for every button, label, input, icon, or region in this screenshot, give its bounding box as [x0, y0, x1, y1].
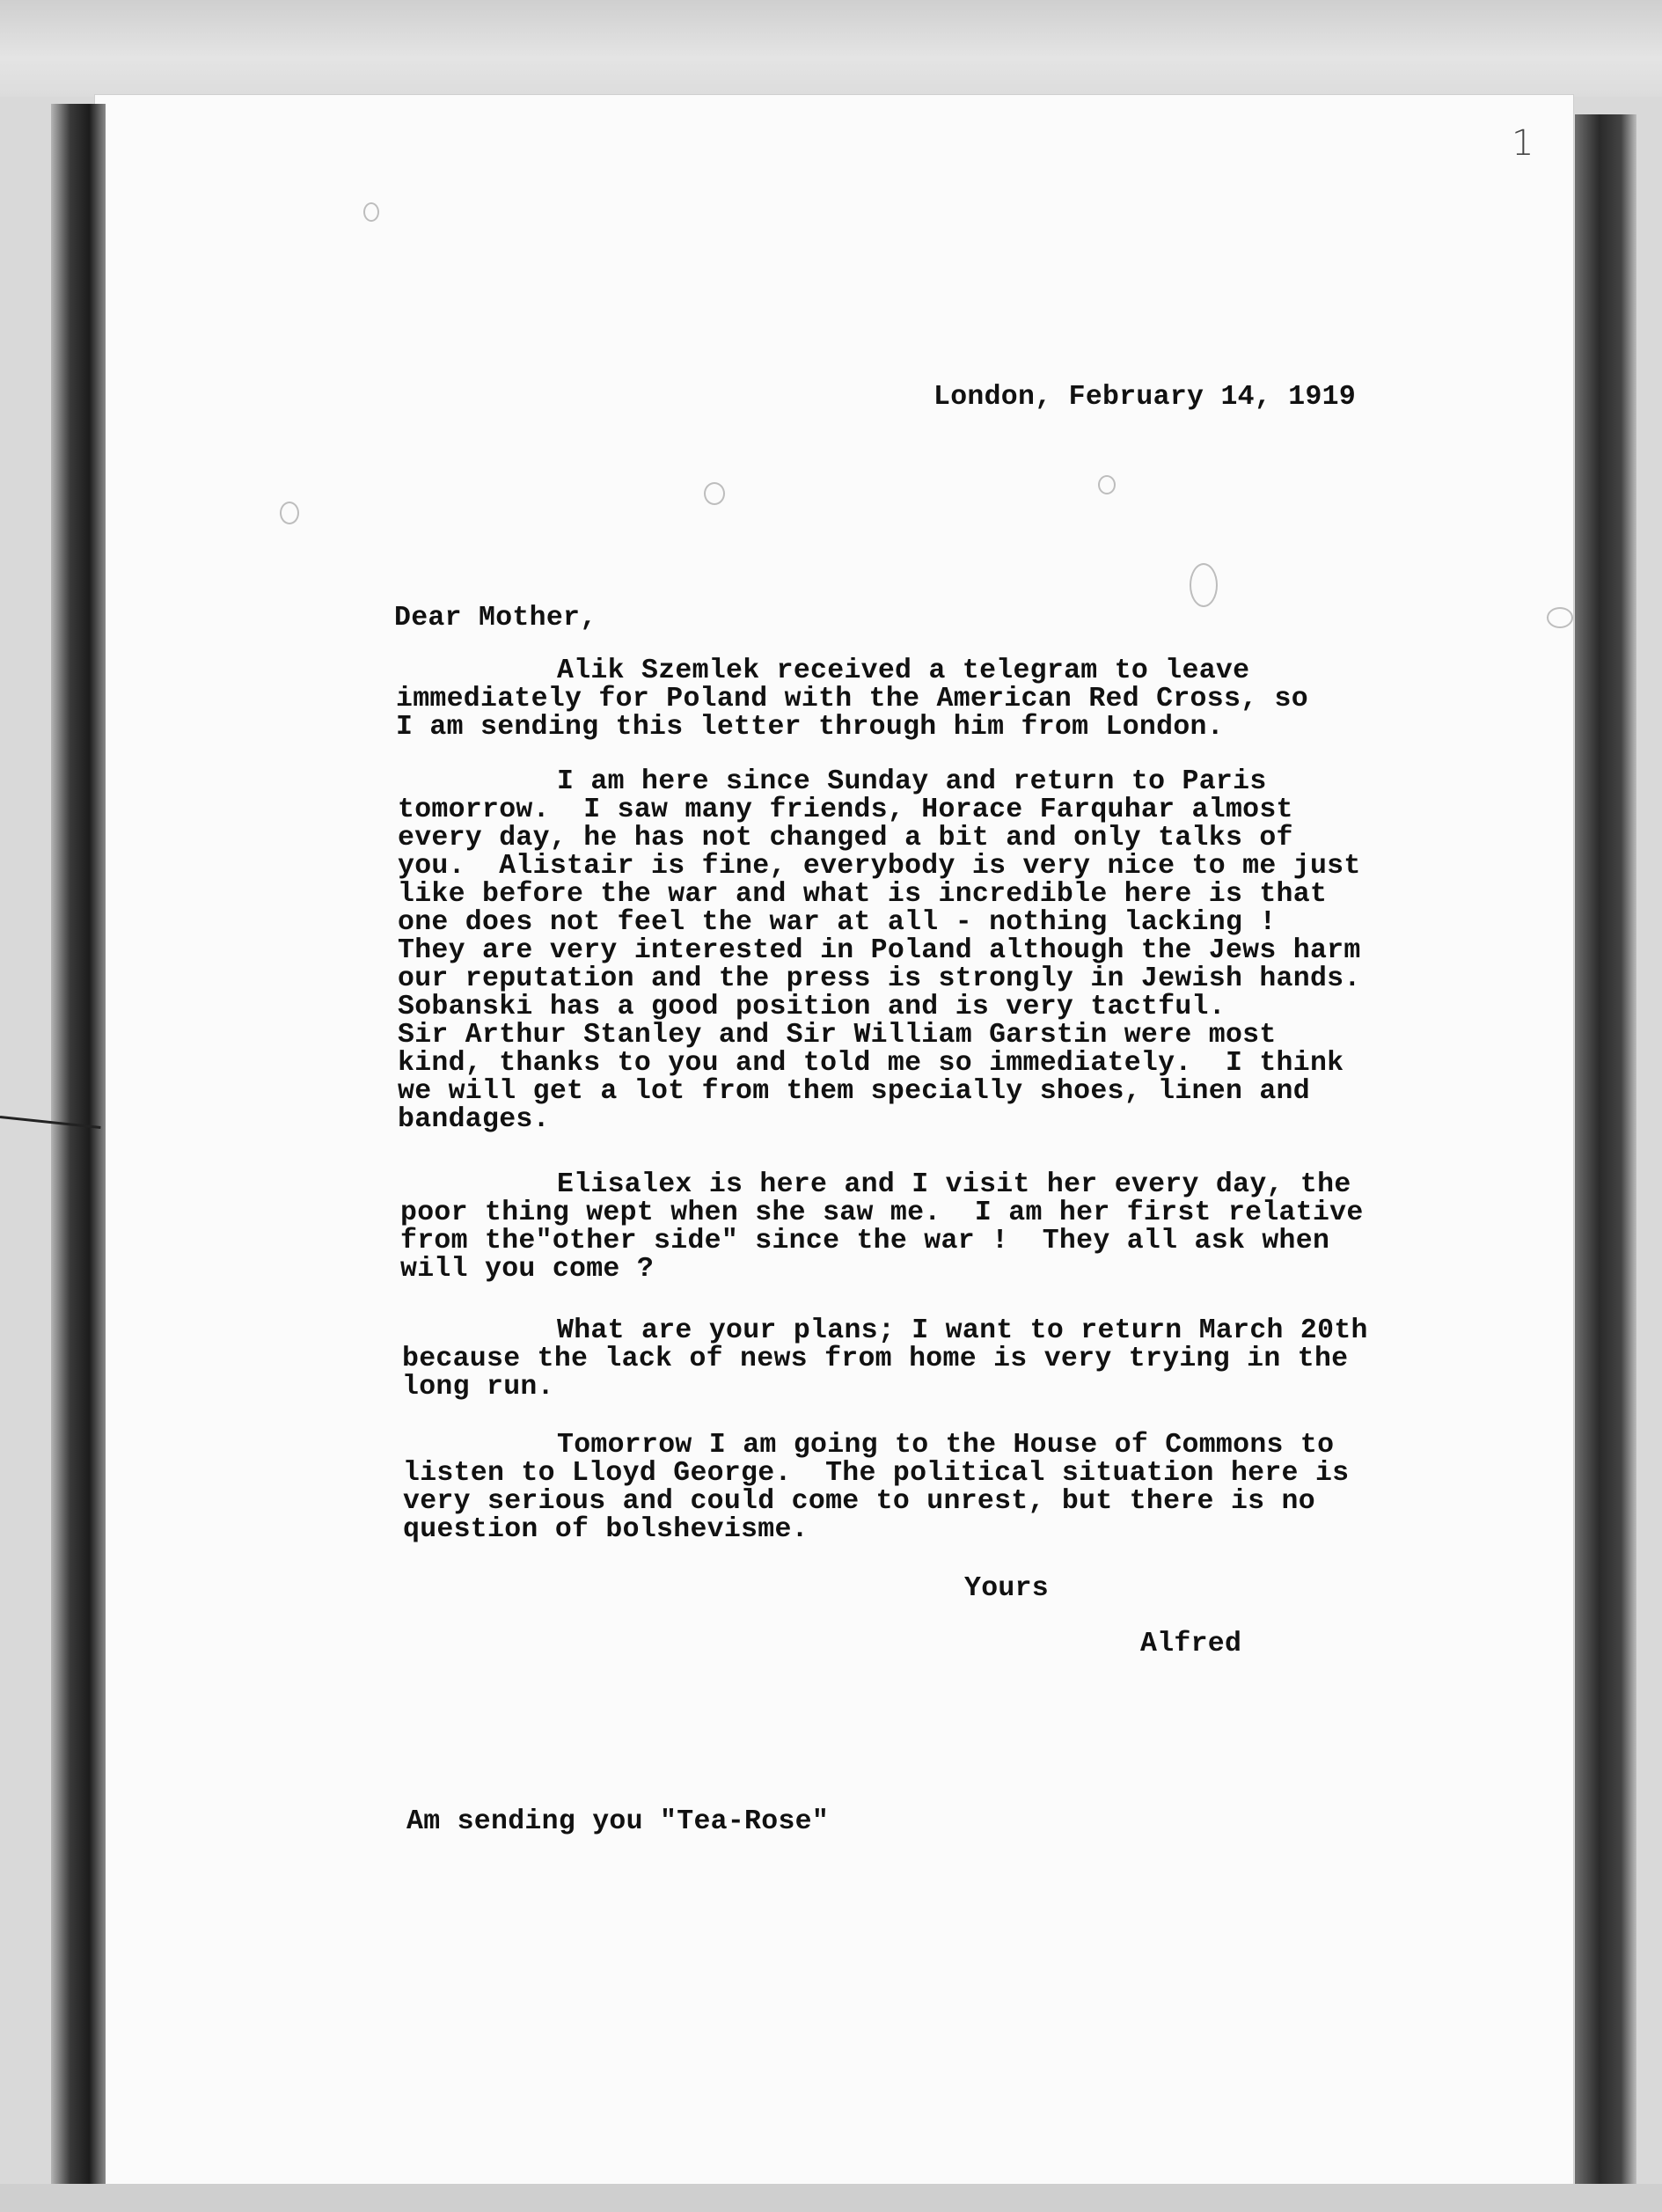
- body-line: because the lack of news from home is very trying in the: [402, 1344, 1349, 1374]
- body-line: They are very interested in Poland although the Jews harm: [398, 935, 1361, 966]
- scan-bottom-strip: [0, 2184, 1662, 2212]
- body-line: Tomorrow I am going to the House of Commons to: [557, 1430, 1335, 1461]
- signature: Alfred: [1140, 1629, 1242, 1659]
- scan-speck: [704, 482, 725, 505]
- body-line: you. Alistair is fine, everybody is very nice to me just: [398, 851, 1361, 882]
- body-line: Sir Arthur Stanley and Sir William Garstin were most: [398, 1020, 1277, 1051]
- body-line: we will get a lot from them specially shoes, linen and: [398, 1076, 1310, 1107]
- body-line: poor thing wept when she saw me. I am her first relative: [400, 1198, 1364, 1228]
- body-line: will you come ?: [400, 1254, 655, 1285]
- body-line: from the"other side" since the war ! They all ask when: [400, 1226, 1330, 1256]
- body-line: kind, thanks to you and told me so immediately. I think: [398, 1048, 1344, 1079]
- closing: Yours: [964, 1573, 1050, 1604]
- body-line: Sobanski has a good position and is very tactful.: [398, 992, 1226, 1022]
- body-line: Alik Szemlek received a telegram to leave: [557, 656, 1250, 686]
- scan-speck: [1547, 607, 1573, 628]
- body-line: one does not feel the war at all - nothing lacking !: [398, 907, 1277, 938]
- salutation: Dear Mother,: [394, 603, 597, 634]
- scan-speck: [1098, 475, 1116, 494]
- body-line: What are your plans; I want to return March 20th: [557, 1315, 1368, 1346]
- scan-right-edge: [1575, 114, 1636, 2200]
- page-number: 1: [1512, 123, 1534, 164]
- body-line: immediately for Poland with the American Red Cross, so: [396, 684, 1308, 714]
- body-line: our reputation and the press is strongly in Jewish hands.: [398, 963, 1361, 994]
- postscript: Am sending you "Tea-Rose": [406, 1806, 830, 1837]
- scan-speck: [1190, 563, 1218, 607]
- body-line: question of bolshevisme.: [403, 1514, 809, 1545]
- body-line: every day, he has not changed a bit and only talks of: [398, 823, 1293, 853]
- scan-speck: [280, 502, 299, 524]
- scan-background-top: [0, 0, 1662, 97]
- body-line: tomorrow. I saw many friends, Horace Farquhar almost: [398, 795, 1293, 825]
- body-line: long run.: [402, 1372, 554, 1403]
- date-line: London, February 14, 1919: [934, 382, 1357, 413]
- body-line: very serious and could come to unrest, but there is no: [403, 1486, 1315, 1517]
- body-line: listen to Lloyd George. The political situation here is: [403, 1458, 1350, 1489]
- body-line: like before the war and what is incredible here is that: [398, 879, 1328, 910]
- body-line: I am sending this letter through him from London.: [396, 712, 1224, 743]
- body-line: bandages.: [398, 1104, 550, 1135]
- scan-left-edge: [51, 104, 106, 2198]
- body-line: I am here since Sunday and return to Paris: [557, 766, 1267, 797]
- body-line: Elisalex is here and I visit her every day, the: [557, 1169, 1351, 1200]
- scan-speck: [363, 202, 379, 222]
